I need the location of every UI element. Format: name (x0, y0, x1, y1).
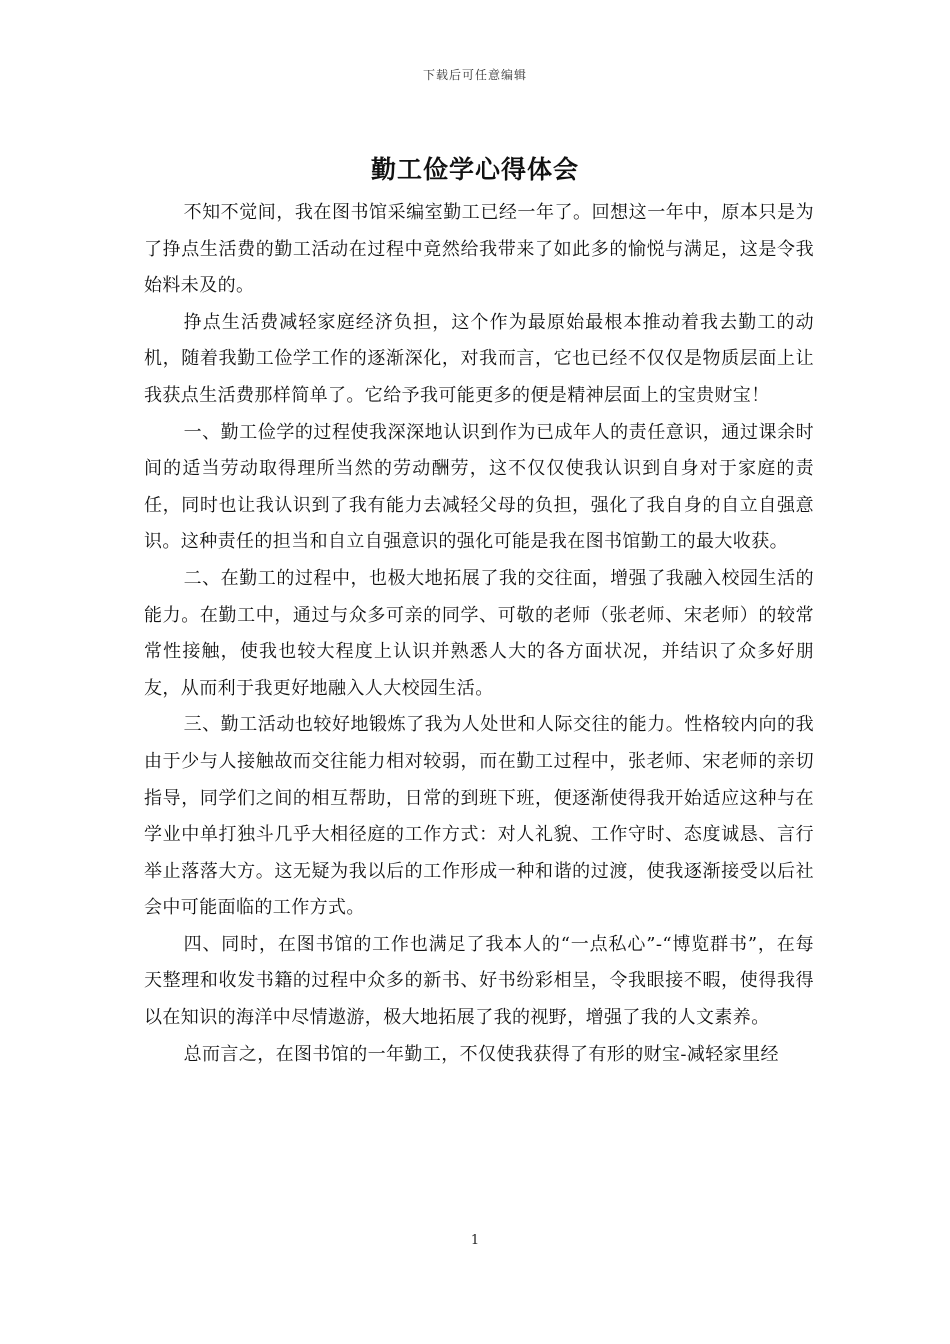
page-number: 1 (470, 1233, 480, 1248)
header-note: 下载后可任意编辑 (422, 68, 527, 82)
paragraph-4: 二、在勤工的过程中，也极大地拓展了我的交往面，增强了我融入校园生活的能力。在勤工中，通过与众多可亲的同学、可敬的老师（张老师、宋老师）的较常常性接触，使我也较大程度上认识并熟悉人大的各方面状况，并结识了众多好朋友，从而利于我更好地融入人大校园生活。 (144, 567, 814, 699)
paragraph-3: 一、勤工俭学的过程使我深深地认识到作为已成年人的责任意识，通过课余时间的适当劳动取得理所当然的劳动酬劳，这不仅仅使我认识到自身对于家庭的责任，同时也让我认识到了我有能力去减轻父母的负担，强化了我自身的自立自强意识。这种责任的担当和自立自强意识的强化可能是我在图书馆勤工的最大收获。 (144, 421, 814, 553)
paragraph-7: 总而言之，在图书馆的一年勤工，不仅使我获得了有形的财宝-减轻家里经 (183, 1043, 779, 1065)
paragraph-6: 四、同时，在图书馆的工作也满足了我本人的“一点私心”-“博览群书”，在每天整理和收发书籍的过程中众多的新书、好书纷彩相呈，令我眼接不暇，使得我得以在知识的海洋中尽情遨游，极大地拓展了我的视野，增强了我的人文素养。 (144, 933, 814, 1029)
paragraph-1: 不知不觉间，我在图书馆采编室勤工已经一年了。回想这一年中，原本只是为了挣点生活费的勤工活动在过程中竟然给我带来了如此多的愉悦与满足，这是令我始料未及的。 (144, 202, 814, 297)
document-body (144, 195, 814, 1073)
paragraph-5: 三、勤工活动也较好地锻炼了我为人处世和人际交往的能力。性格较内向的我由于少与人接触故而交往能力相对较弱，而在勤工过程中，张老师、宋老师的亲切指导，同学们之间的相互帮助，日常的到班下班，便逐渐使得我开始适应这种与在学业中单打独斗几乎大相径庭的工作方式：对人礼貌、工作守时、态度诚恳、言行举止落落大方。这无疑为我以后的工作形成一种和谐的过渡，使我逐渐接受以后社会中可能面临的工作方式。 (144, 714, 814, 919)
document-title: 勤工俭学心得体会 (370, 155, 579, 184)
paragraph-2: 挣点生活费减轻家庭经济负担，这个作为最原始最根本推动着我去勤工的动机，随着我勤工俭学工作的逐渐深化，对我而言，它也已经不仅仅是物质层面上让我获点生活费那样简单了。它给予我可能更多的便是精神层面上的宝贵财宝！ (144, 311, 814, 406)
